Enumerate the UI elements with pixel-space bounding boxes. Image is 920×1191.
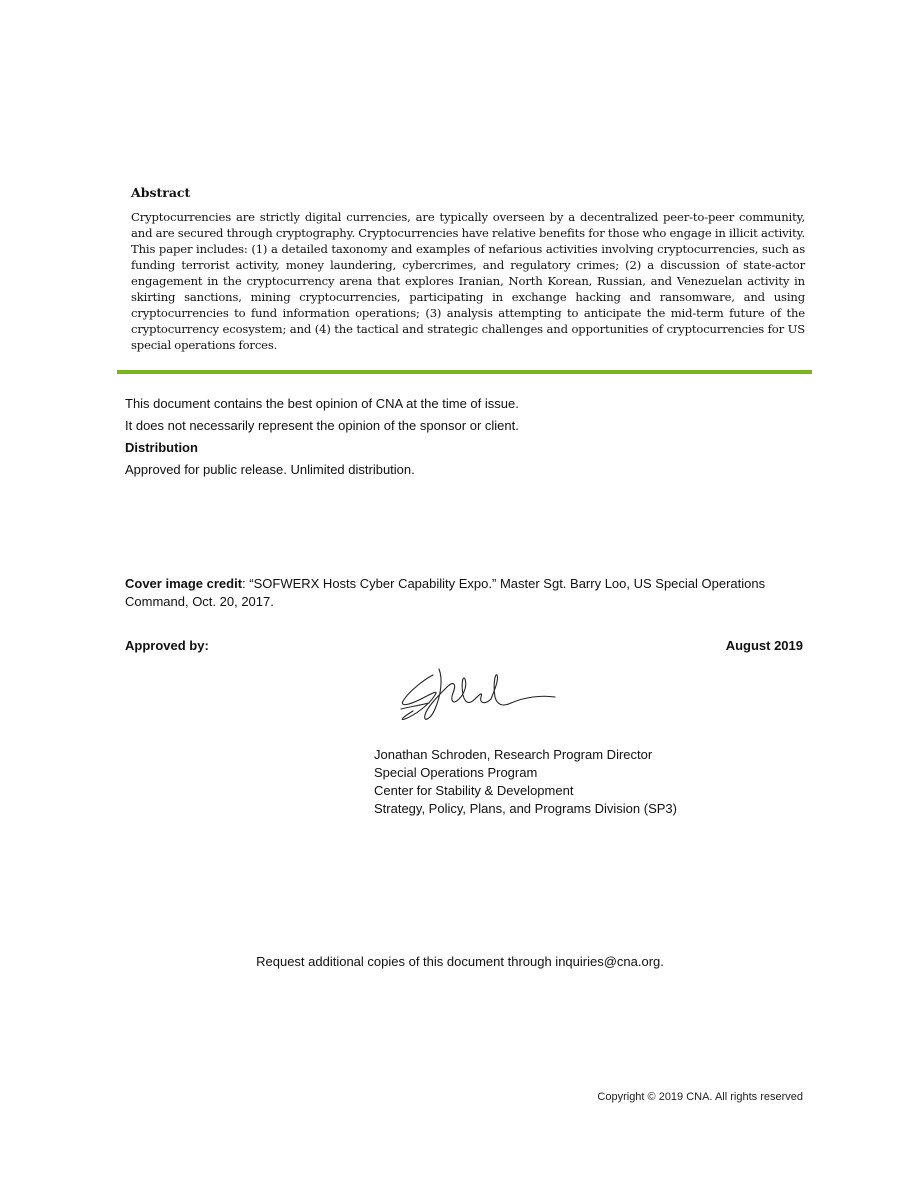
signer-block bbox=[374, 746, 677, 818]
signer-division: Strategy, Policy, Plans, and Programs Division (SP3) bbox=[374, 801, 677, 816]
distribution-heading: Distribution bbox=[125, 440, 198, 455]
cover-credit-text: : “SOFWERX Hosts Cyber Capability Expo.” Master Sgt. Barry Loo, US Special Operations Command, Oct. 20, 2017. bbox=[125, 576, 766, 609]
approved-by-label: Approved by: bbox=[125, 638, 209, 653]
cover-credit-label: Cover image credit bbox=[125, 576, 243, 591]
abstract-heading: Abstract bbox=[131, 185, 191, 200]
request-copies-text: Request additional copies of this document through inquiries@cna.org. bbox=[256, 954, 664, 969]
signer-center: Center for Stability & Development bbox=[374, 783, 574, 798]
signer-program: Special Operations Program bbox=[374, 765, 538, 780]
disclaimer-line-1: This document contains the best opinion of CNA at the time of issue. bbox=[125, 396, 519, 411]
signature-icon bbox=[395, 665, 560, 727]
distribution-text: Approved for public release. Unlimited distribution. bbox=[125, 462, 415, 477]
disclaimer-line-2: It does not necessarily represent the opinion of the sponsor or client. bbox=[125, 418, 519, 433]
approval-date: August 2019 bbox=[725, 638, 803, 653]
copyright-notice: Copyright © 2019 CNA. All rights reserved bbox=[597, 1091, 803, 1103]
cover-image-credit bbox=[125, 575, 805, 611]
signer-name-title: Jonathan Schroden, Research Program Director bbox=[374, 747, 653, 762]
section-divider bbox=[117, 370, 812, 374]
abstract-body: Cryptocurrencies are strictly digital currencies, are typically overseen by a decentralized peer-to-peer community, and are secured through cryptography. Cryptocurrencies have relative benefits for those who engage in illicit activity. This paper includes: (1) a detailed taxonomy and examples of nefarious activities involving cryptocurrencies, such as funding terrorist activity, money laundering, cybercrimes, and regulatory crimes; (2) a discussion of state-actor engagement in the cryptocurrency arena that explores Iranian, North Korean, Russian, and Venezuelan activity in skirting sanctions, mining cryptocurrencies, participating in exchange hacking and ransomware, and using cryptocurrencies to fund information operations; (3) analysis attempting to anticipate the mid-term future of the cryptocurrency ecosystem; and (4) the tactical and strategic challenges and opportunities of cryptocurrencies for US special operations forces. bbox=[131, 210, 805, 352]
